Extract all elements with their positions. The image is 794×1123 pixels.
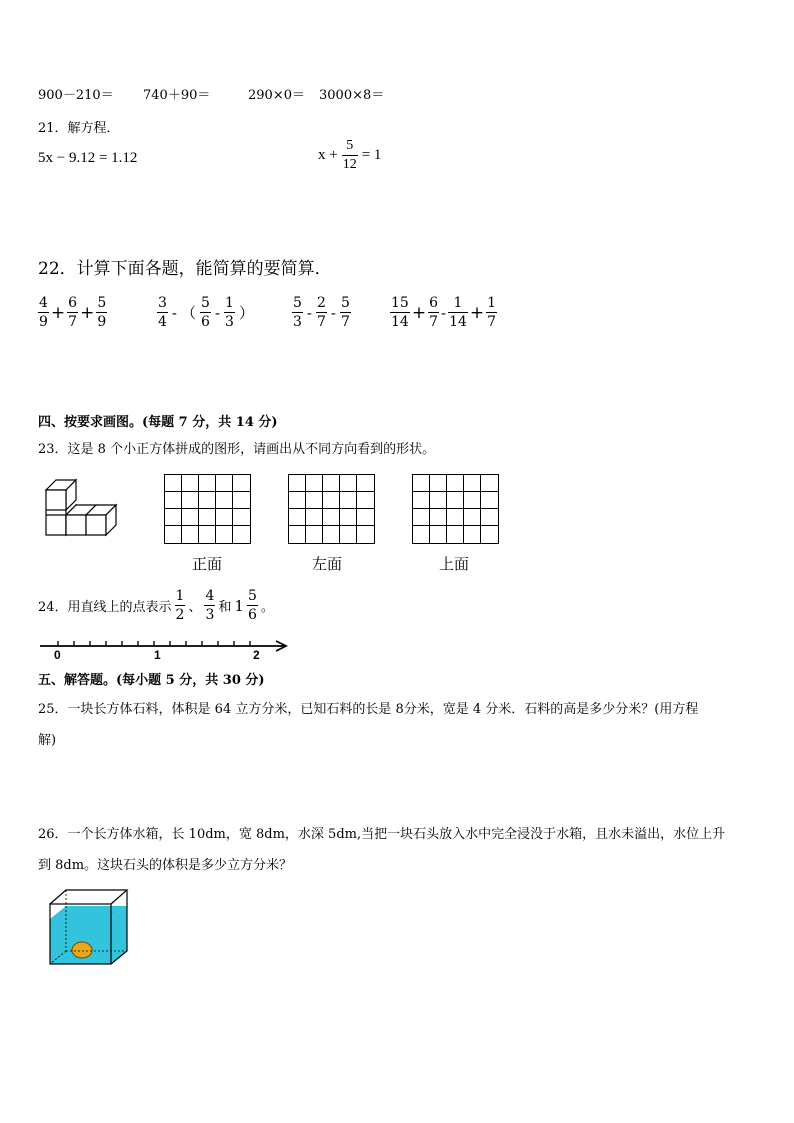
q24-sep: 、 bbox=[188, 600, 202, 615]
e3-op1: - bbox=[306, 303, 312, 322]
q22-title: 22．计算下面各题，能简算的要简算． bbox=[38, 259, 332, 279]
q24-suffix: 。 bbox=[260, 600, 274, 615]
calc-1: 900－210＝ bbox=[38, 88, 114, 103]
label-left: 左面 bbox=[312, 555, 343, 573]
e2-frac-c: $\frac{1}{3}$ bbox=[225, 295, 234, 330]
q24-and: 和 bbox=[218, 600, 232, 615]
tick-0: 0 bbox=[54, 648, 61, 662]
grid-top[interactable] bbox=[412, 474, 499, 544]
section-5-heading: 五、解答题。(每小题 5 分，共 30 分) bbox=[38, 673, 265, 688]
q26-line-1: 26．一个长方体水箱，长 10dm，宽 8dm，水深 5dm,当把一块石头放入水中完全浸没于水箱，且水未溢出，水位上升 bbox=[38, 827, 726, 842]
q26-line-2: 到 8dm。这块石头的体积是多少立方分米？ bbox=[38, 858, 293, 873]
e4-op3: + bbox=[469, 302, 485, 323]
e4-frac-a: $\frac{15}{14}$ bbox=[391, 295, 409, 330]
e2-frac-a: $\frac{3}{4}$ bbox=[158, 295, 167, 330]
label-top: 上面 bbox=[439, 555, 470, 573]
grid-front[interactable] bbox=[164, 474, 251, 544]
water-tank-figure bbox=[48, 888, 134, 968]
e3-frac-a: $\frac{5}{3}$ bbox=[293, 295, 302, 330]
q24-frac-2: $\frac{4}{3}$ bbox=[205, 588, 215, 623]
e1-frac-b: $\frac{6}{7}$ bbox=[68, 295, 78, 330]
q25-line-1: 25．一块长方体石料，体积是 64 立方分米，已知石料的长是 8分米，宽是 4 分米．石料的高是多少分米？(用方程 bbox=[38, 702, 699, 717]
q24-prefix: 24．用直线上的点表示 bbox=[38, 600, 172, 615]
calc-2: 740＋90＝ bbox=[143, 88, 211, 103]
q24-frac-1: $\frac{1}{2}$ bbox=[175, 588, 185, 623]
e3-op2: - bbox=[330, 303, 336, 322]
stone bbox=[72, 942, 92, 958]
q22-expr-4 bbox=[390, 296, 497, 329]
e3-frac-c: $\frac{5}{7}$ bbox=[341, 295, 350, 330]
q24-whole: 1 bbox=[234, 596, 244, 615]
tick-1: 1 bbox=[154, 648, 161, 662]
eq2-left: x + bbox=[318, 147, 338, 163]
calc-3: 290×0＝ bbox=[248, 88, 305, 103]
q22-expr-2 bbox=[157, 296, 254, 329]
q21-equation-1: 5x − 9.12 = 1.12 bbox=[38, 150, 138, 166]
e2-frac-b: $\frac{5}{6}$ bbox=[201, 295, 210, 330]
e1-frac-c: $\frac{5}{9}$ bbox=[97, 295, 107, 330]
e4-frac-d: $\frac{1}{7}$ bbox=[487, 295, 497, 330]
q21-title: 21．解方程． bbox=[38, 121, 120, 136]
e2-op2: - bbox=[214, 303, 221, 322]
eq2-right: = 1 bbox=[361, 147, 382, 163]
e1-frac-a: $\frac{4}{9}$ bbox=[39, 295, 48, 330]
e1-op1: + bbox=[50, 302, 66, 323]
q24-title bbox=[38, 589, 274, 622]
e1-op2: + bbox=[80, 302, 95, 323]
e4-frac-c: $\frac{1}{14}$ bbox=[449, 295, 467, 330]
e4-op1: + bbox=[411, 302, 427, 323]
q24-frac-3: $\frac{5}{6}$ bbox=[247, 588, 257, 623]
e2-rparen: ） bbox=[238, 304, 254, 322]
eq2-num: 5 bbox=[346, 138, 354, 153]
q22-expr-3 bbox=[292, 296, 351, 329]
e3-frac-b: $\frac{2}{7}$ bbox=[317, 295, 326, 330]
q22-expr-1 bbox=[38, 296, 107, 329]
number-line bbox=[38, 636, 294, 664]
tick-2: 2 bbox=[253, 648, 260, 662]
e2-op1: - bbox=[171, 303, 177, 322]
calc-4: 3000×8＝ bbox=[319, 88, 385, 103]
eq2-fraction bbox=[342, 139, 358, 172]
label-front: 正面 bbox=[192, 555, 223, 573]
section-4-heading: 四、按要求画图。(每题 7 分，共 14 分) bbox=[38, 415, 278, 430]
q25-line-2: 解) bbox=[38, 733, 57, 748]
cubes-figure bbox=[44, 478, 126, 538]
e2-lparen: （ bbox=[181, 304, 197, 322]
q21-equation-2 bbox=[318, 139, 381, 172]
e4-op2: - bbox=[441, 303, 447, 322]
e4-frac-b: $\frac{6}{7}$ bbox=[429, 295, 438, 330]
q23-title: 23．这是 8 个小正方体拼成的图形，请画出从不同方向看到的形状。 bbox=[38, 442, 436, 457]
grid-left[interactable] bbox=[288, 474, 375, 544]
eq2-den: 12 bbox=[342, 157, 357, 172]
